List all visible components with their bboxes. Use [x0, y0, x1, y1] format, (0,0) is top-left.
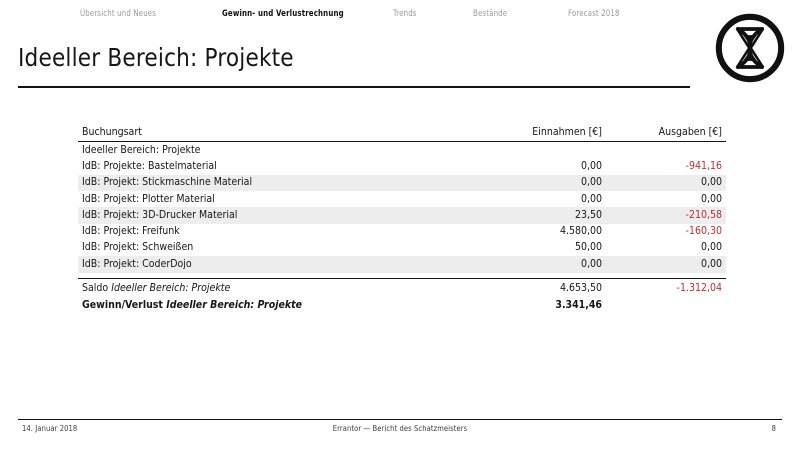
- table-row[interactable]: [78, 158, 726, 174]
- row-description: IdB: Projekt: Freifunk: [82, 225, 180, 238]
- footer: [18, 424, 782, 438]
- row-income-value: 0,00: [580, 159, 602, 172]
- column-header-ausgaben: Ausgaben [€]: [606, 126, 726, 142]
- title-divider: [18, 86, 690, 88]
- row-expense-value: -941,16: [685, 159, 722, 172]
- nav-item-uebersicht[interactable]: Übersicht und Neues: [80, 8, 157, 19]
- column-header-einnahmen: Einnahmen [€]: [486, 126, 606, 142]
- column-header-buchungsart: Buchungsart: [78, 126, 486, 142]
- footer-title: Errantor — Bericht des Schatzmeisters: [332, 424, 468, 433]
- summary-row-balance: [78, 279, 726, 296]
- summary-label-emphasis: Ideeller Bereich: Projekte: [111, 281, 231, 294]
- summary-label-emphasis: Ideeller Bereich: Projekte: [166, 298, 303, 311]
- row-income-value: 4.580,00: [559, 225, 602, 238]
- table-row[interactable]: [78, 175, 726, 191]
- summary-label: [78, 296, 486, 313]
- summary-row-profit-loss: [78, 296, 726, 313]
- row-income-value: 23,50: [486, 207, 606, 223]
- table-row[interactable]: [78, 256, 726, 272]
- row-expense-value: 0,00: [606, 256, 726, 272]
- row-description: Ideeller Bereich: Projekte: [82, 143, 201, 156]
- row-income-value: 50,00: [574, 241, 602, 254]
- table-row[interactable]: [78, 224, 726, 240]
- row-description: IdB: Projekt: CoderDojo: [78, 256, 486, 272]
- top-navigation: [80, 5, 680, 23]
- row-expense-value: 0,00: [700, 192, 722, 205]
- table-body: [78, 142, 726, 313]
- nav-item-gewinn-verlustrechnung[interactable]: Gewinn- und Verlustrechnung: [222, 8, 344, 19]
- table-header: [78, 126, 726, 142]
- row-description: IdB: Projekte: Bastelmaterial: [82, 159, 217, 172]
- summary-label: [78, 279, 486, 296]
- row-expense-value: 0,00: [606, 175, 726, 191]
- row-expense-value: -210,58: [606, 207, 726, 223]
- summary-expense-value: -1.312,04: [676, 281, 722, 294]
- row-description: IdB: Projekt: Schweißen: [82, 241, 194, 254]
- row-description: IdB: Projekt: 3D-Drucker Material: [78, 207, 486, 223]
- row-income-value: 0,00: [486, 256, 606, 272]
- table-header-row: [78, 126, 726, 142]
- row-description: IdB: Projekt: Plotter Material: [82, 192, 215, 205]
- summary-income-value: 3.341,46: [555, 298, 602, 311]
- financial-table-container: [78, 126, 726, 313]
- row-description: IdB: Projekt: Stickmaschine Material: [78, 175, 486, 191]
- table-row[interactable]: [78, 207, 726, 223]
- table-row[interactable]: [78, 240, 726, 256]
- summary-label-prefix: Saldo: [82, 281, 112, 294]
- summary-label-prefix: Gewinn/Verlust: [82, 298, 167, 311]
- hourglass-circle-logo: [712, 10, 788, 86]
- table-row[interactable]: [78, 142, 726, 159]
- nav-item-bestaende[interactable]: Bestände: [473, 8, 508, 19]
- footer-divider: [18, 419, 782, 420]
- financial-table: [78, 126, 726, 313]
- row-expense-value: [606, 142, 726, 159]
- row-expense-value: -160,30: [685, 225, 722, 238]
- row-income-value: 0,00: [486, 175, 606, 191]
- footer-page-number: 8: [771, 424, 776, 433]
- page-title: Ideeller Bereich: Projekte: [18, 43, 294, 72]
- table-row[interactable]: [78, 191, 726, 207]
- nav-item-trends[interactable]: Trends: [393, 8, 417, 19]
- row-expense-value: 0,00: [700, 241, 722, 254]
- row-income-value: 0,00: [580, 192, 602, 205]
- row-income-value: [486, 142, 606, 159]
- summary-expense-value: [606, 296, 726, 313]
- footer-date: 14. Januar 2018: [22, 424, 78, 433]
- summary-income-value: 4.653,50: [559, 281, 602, 294]
- nav-item-forecast-2018[interactable]: Forecast 2018: [568, 8, 620, 19]
